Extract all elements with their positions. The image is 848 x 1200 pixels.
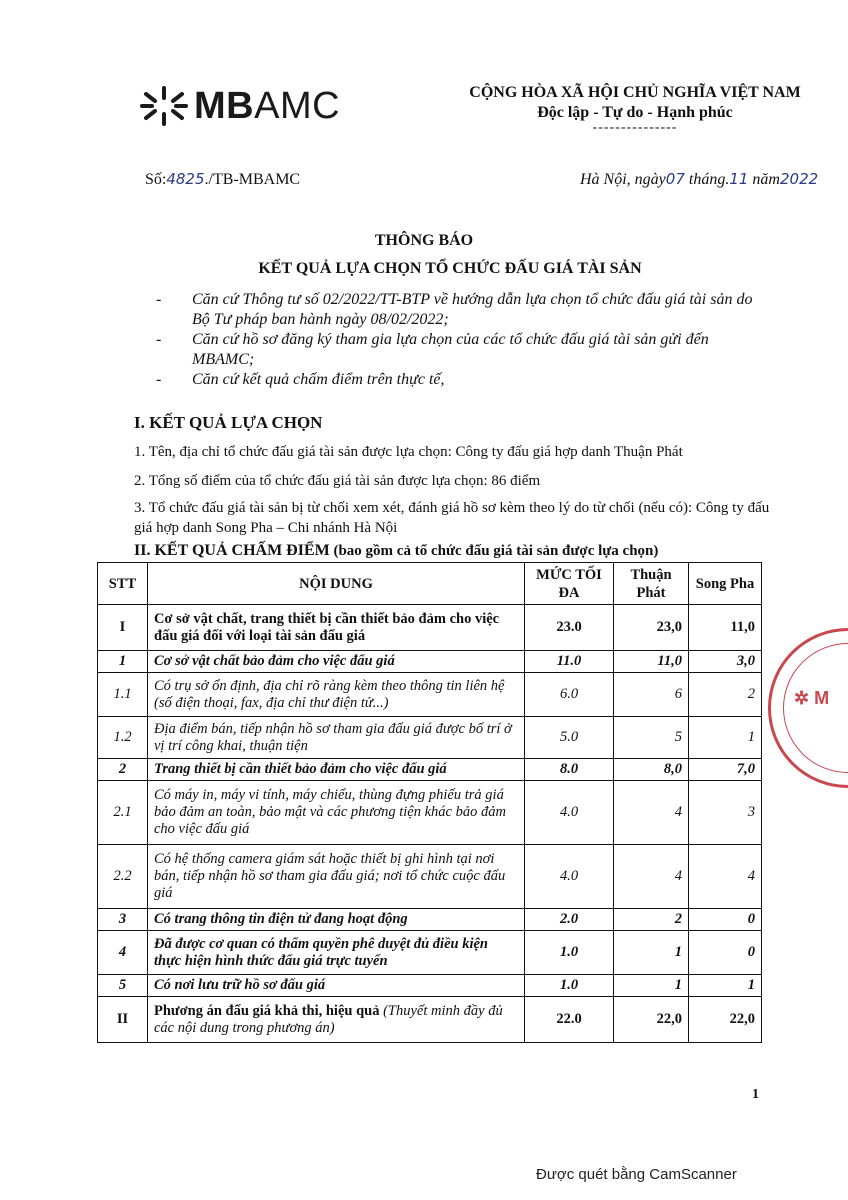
doc-title: THÔNG BÁO xyxy=(374,232,474,249)
basis-item: - Căn cứ Thông tư số 02/2022/TT-BTP về hướng dẫn lựa chọn tổ chức đấu giá tài sản do Bộ Tư pháp ban hành ngày 08/02/2022; xyxy=(156,291,753,328)
legal-bases xyxy=(150,290,770,390)
mbamc-star-icon xyxy=(140,84,188,128)
table-row: 4 Đã được cơ quan có thẩm quyền phê duyệt đủ điều kiện thực hiện hình thức đấu giá trực tuyến 1.0 1 0 xyxy=(98,931,762,975)
page-number: 1 xyxy=(752,1087,759,1102)
table-row: 3 Có trang thông tin điện tử đang hoạt động 2.0 2 0 xyxy=(98,909,762,931)
header-stt: STT xyxy=(98,563,148,605)
table-row: 2.2 Có hệ thống camera giám sát hoặc thiết bị ghi hình tại nơi bán, tiếp nhận hồ sơ tham gia đấu giá; nơi tổ chức cuộc đấu giá 4.0 4 4 xyxy=(98,845,762,909)
table-row: I Cơ sở vật chất, trang thiết bị cần thiết bảo đảm cho việc đấu giá đối với loại tài sản đấu giá 23.0 23,0 11,0 xyxy=(98,605,762,651)
scanner-watermark: Được quét bằng CamScanner xyxy=(536,1166,737,1183)
table-row: 1 Cơ sở vật chất bảo đảm cho việc đấu giá 11.0 11,0 3,0 xyxy=(98,651,762,673)
section-1-item-1: 1. Tên, địa chỉ tổ chức đấu giá tài sản được lựa chọn: Công ty đấu giá hợp danh Thuận Phát xyxy=(134,444,683,460)
header-song-pha: Song Pha xyxy=(689,563,762,605)
mbamc-logo xyxy=(140,84,340,128)
nation-title: CỘNG HÒA XÃ HỘI CHỦ NGHĨA VIỆT NAM xyxy=(469,84,801,101)
stamp-logo-icon: ✲ M xyxy=(794,688,830,708)
nation-motto: Độc lập - Tự do - Hạnh phúc xyxy=(537,104,733,121)
table-row: 5 Có nơi lưu trữ hồ sơ đấu giá 1.0 1 1 xyxy=(98,975,762,997)
handwritten-day: 07 xyxy=(665,170,685,188)
handwritten-number: 4825 xyxy=(166,170,205,188)
doc-subtitle: KẾT QUẢ LỰA CHỌN TỔ CHỨC ĐẤU GIÁ TÀI SẢN xyxy=(258,260,642,277)
section-1-item-3: 3. Tổ chức đấu giá tài sản bị từ chối xem xét, đánh giá hồ sơ kèm theo lý do từ chối (nếu có): Công ty đấu giá hợp danh Song Pha – Chi nhánh Hà Nội xyxy=(134,500,770,536)
header-thuan-phat: Thuận Phát xyxy=(614,563,689,605)
table-header-row xyxy=(98,563,762,605)
table-row: 2 Trang thiết bị cần thiết bảo đảm cho việc đấu giá 8.0 8,0 7,0 xyxy=(98,759,762,781)
score-table xyxy=(97,562,762,1043)
header-content: NỘI DUNG xyxy=(148,563,525,605)
basis-item: - Căn cứ kết quả chấm điểm trên thực tế, xyxy=(156,371,445,388)
nation-divider: --------------- xyxy=(592,120,678,135)
section-2-heading: II. KẾT QUẢ CHẤM ĐIỂM (bao gồm cả tổ chức đấu giá tài sản được lựa chọn) xyxy=(134,542,659,559)
section-1-item-2: 2. Tổng số điểm của tổ chức đấu giá tài sản được lựa chọn: 86 điểm xyxy=(134,473,541,489)
document-number: Số:4825./TB-MBAMC xyxy=(145,170,301,188)
handwritten-month: 11 xyxy=(729,170,749,188)
section-1-heading: I. KẾT QUẢ LỰA CHỌN xyxy=(134,413,323,432)
table-row: 1.2 Địa điểm bán, tiếp nhận hồ sơ tham gia đấu giá được bố trí ở vị trí công khai, thuận tiện 5.0 5 1 xyxy=(98,717,762,759)
table-row: 1.1 Có trụ sở ổn định, địa chỉ rõ ràng kèm theo thông tin liên hệ (số điện thoại, fax, địa chỉ thư điện tử...) 6.0 6 2 xyxy=(98,673,762,717)
table-row: 2.1 Có máy in, máy vi tính, máy chiếu, thùng đựng phiếu trả giá bảo đảm an toàn, bảo mật và các phương tiện khác bảo đảm cho việc đấu giá 4.0 4 3 xyxy=(98,781,762,845)
header-max: MỨC TỐI ĐA xyxy=(525,563,614,605)
handwritten-year: 2022 xyxy=(779,170,819,188)
logo-text: MBAMC xyxy=(194,84,341,127)
table-row: II Phương án đấu giá khả thi, hiệu quả (Thuyết minh đầy đủ các nội dung trong phương án) 22.0 22,0 22,0 xyxy=(98,997,762,1043)
national-header xyxy=(440,84,830,136)
place-date: Hà Nội, ngày07 tháng.11 năm2022 xyxy=(580,170,819,188)
basis-item: - Căn cứ hồ sơ đăng ký tham gia lựa chọn của các tổ chức đấu giá tài sản gửi đến MBAMC; xyxy=(156,331,709,368)
